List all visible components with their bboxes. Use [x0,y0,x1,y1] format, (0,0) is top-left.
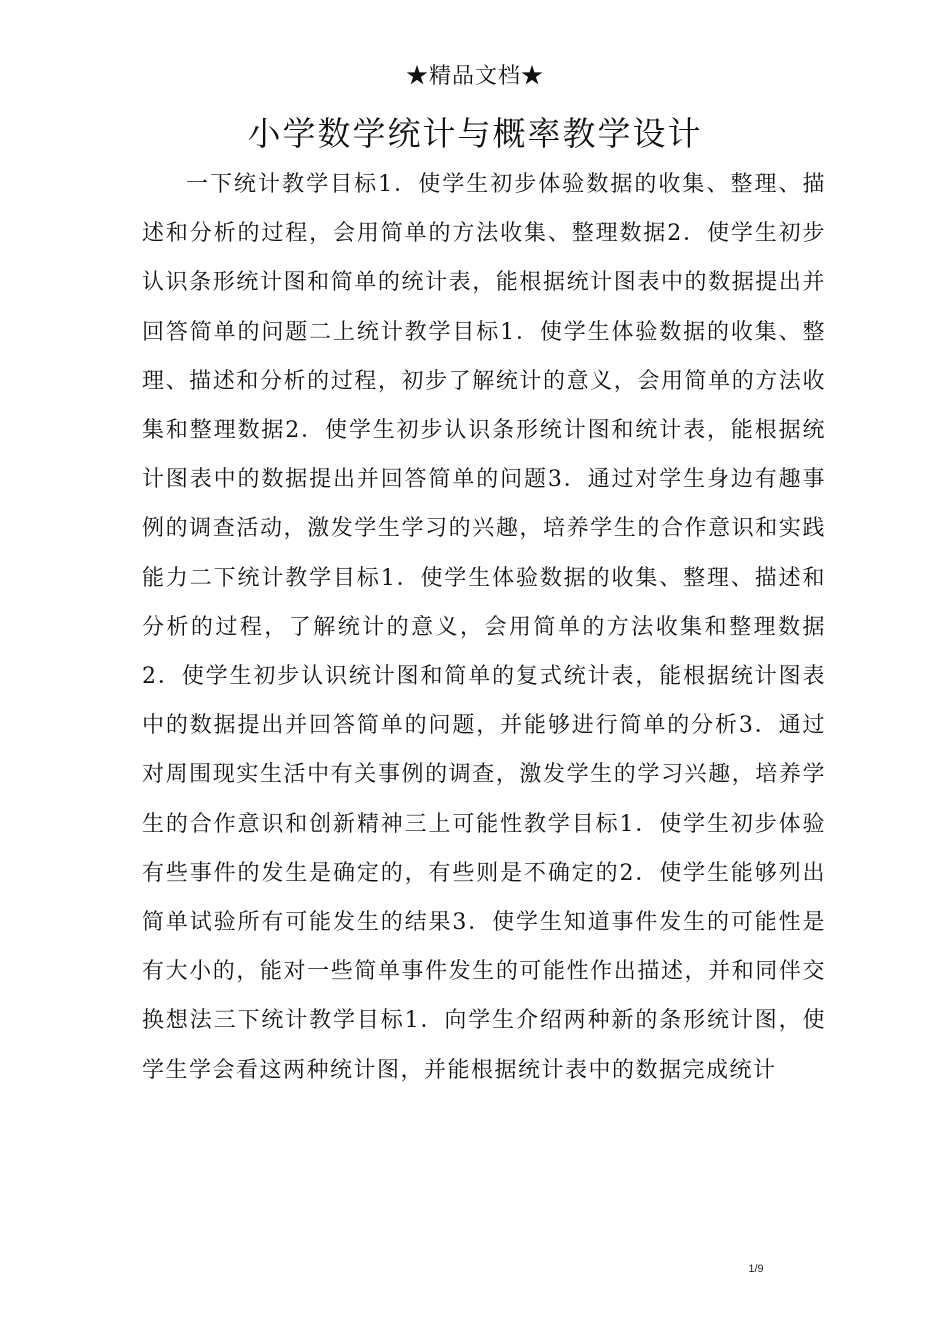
header-label: ★精品文档★ [405,64,544,89]
document-title: 小学数学统计与概率教学设计 [247,114,703,153]
body-paragraph: 一下统计教学目标1．使学生初步体验数据的收集、整理、描述和分析的过程，会用简单的方法收集、整理数据2．使学生初步认识条形统计图和简单的统计表，能根据统计图表中的数据提出并回答简单的问题二上统计教学目标1．使学生体验数据的收集、整理、描述和分析的过程，初步了解统计的意义，会用简单的方法收集和整理数据2．使学生初步认识条形统计图和统计表，能根据统计图表中的数据提出并回答简单的问题3．通过对学生身边有趣事例的调查活动，激发学生学习的兴趣，培养学生的合作意识和实践能力二下统计教学目标1．使学生体验数据的收集、整理、描述和分析的过程，了解统计的意义，会用简单的方法收集和整理数据2．使学生初步认识统计图和简单的复式统计表，能根据统计图表中的数据提出并回答简单的问题，并能够进行简单的分析3．通过对周围现实生活中有关事例的调查，激发学生的学习兴趣，培养学生的合作意识和创新精神三上可能性教学目标1．使学生初步体验有些事件的发生是确定的，有些则是不确定的2．使学生能够列出简单试验所有可能发生的结果3．使学生知道事件发生的可能性是有大小的，能对一些简单事件发生的可能性作出描述，并和同伴交换想法三下统计教学目标1．向学生介绍两种新的条形统计图，使学生学会看这两种统计图，并能根据统计表中的数据完成统计 [142,172,826,1083]
page-number: 1/9 [748,1263,764,1275]
